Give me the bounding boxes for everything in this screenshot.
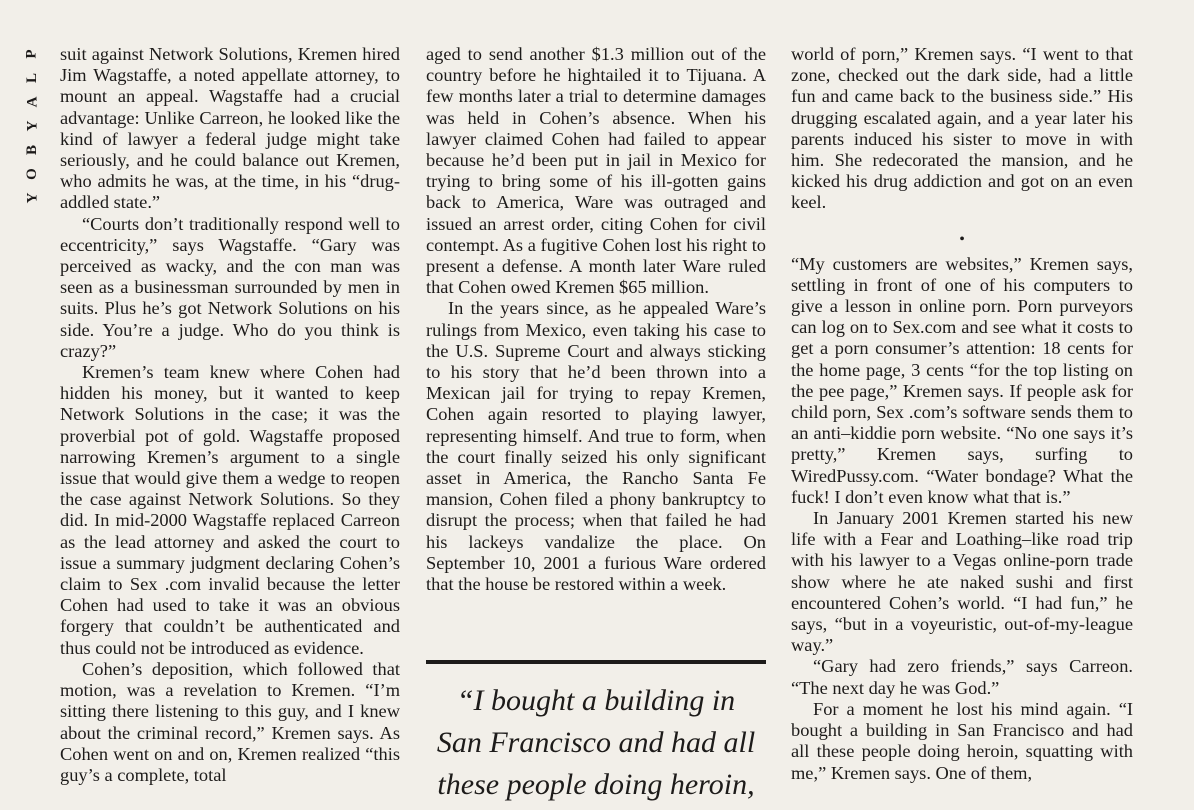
running-head-letter: Y	[24, 120, 40, 132]
paragraph: “My customers are websites,” Kremen says, settling in front of one of his computers to give a lesson in online porn. Porn purveyors can log on to Sex.com and see what it costs to get a porn consumer’s attention: 18 cents for the home page, 3 cents “for the top listing on the pee page,” Kremen says. If people ask for child porn, Sex .com’s software sends them to an anti–kiddie porn website. “No one says it’s pretty,” Kremen says, surfing to WiredPussy.com. “Water bondage? What the fuck! I don’t even know what that is.”	[791, 253, 1133, 507]
pullquote-line: “I bought a building in	[456, 684, 736, 717]
paragraph: “Courts don’t traditionally respond well to eccentricity,” says Wagstaffe. “Gary was perceived as wacky, and the con man was seen as a businessman surrounded by men in suits. Plus he’s got Network Solutions on his side. You’re a judge. Who do you think is crazy?”	[60, 213, 400, 361]
running-head	[18, 42, 46, 210]
pullquote-line: these people doing heroin,	[437, 768, 755, 801]
pullquote	[426, 680, 766, 806]
running-head-letter: B	[23, 144, 40, 156]
paragraph: For a moment he lost his mind again. “I bought a building in San Francisco and had all these people doing heroin, squatting with me,” Kremen says. One of them,	[791, 698, 1133, 783]
pullquote-rule	[426, 660, 766, 664]
paragraph: “Gary had zero friends,” says Carreon. “The next day he was God.”	[791, 656, 1133, 698]
article-column-1	[60, 44, 400, 786]
running-head-letter: P	[23, 49, 40, 59]
running-head-letter: L	[23, 72, 40, 84]
running-head-letter: A	[24, 96, 40, 108]
paragraph: Kremen’s team knew where Cohen had hidden his money, but it wanted to keep Network Solutions in the case; it was the proverbial pot of gold. Wagstaffe proposed narrowing Kremen’s argument to a single issue that would give them a wedge to reopen the case against Network Solutions. So they did. In mid-2000 Wagstaffe replaced Carreon as the lead attorney and asked the court to issue a summary judgment declaring Cohen’s claim to Sex .com invalid because the letter Cohen had used to take it was an obvious forgery that couldn’t be authenticated and thus could not be introduced as evidence.	[60, 362, 400, 658]
paragraph: In January 2001 Kremen started his new life with a Fear and Loathing–like road trip with his lawyer to a Vegas online-porn trade show where he ate naked sushi and first encountered Cohen’s world. “I had fun,” he says, “but in a voyeuristic, out-of-my-league way.”	[791, 508, 1133, 656]
article-column-2	[426, 44, 766, 595]
paragraph: aged to send another $1.3 million out of the country before he hightailed it to Tijuana. A few months later a trial to determine damages was held in Cohen’s absence. When his lawyer claimed Cohen had failed to appear because he’d been put in jail in Mexico for trying to bring some of his ill-gotten gains back to America, Ware was outraged and issued an arrest order, citing Cohen for civil contempt. As a fugitive Cohen lost his right to present a defense. A month later Ware ruled that Cohen owed Kremen $65 million.	[426, 44, 766, 298]
article-column-3	[791, 44, 1133, 784]
running-head-letter: Y	[24, 192, 40, 204]
running-head-letter: O	[23, 168, 40, 180]
paragraph: suit against Network Solutions, Kremen hired Jim Wagstaffe, a noted appellate attorney, to mount an appeal. Wagstaffe had a crucial advantage: Unlike Carreon, he looked like the kind of lawyer a federal judge might take seriously, and he could balance out Kremen, who admits he was, at the time, in his “drug-addled state.”	[60, 44, 400, 213]
paragraph: In the years since, as he appealed Ware’s rulings from Mexico, even taking his case to the U.S. Supreme Court and always sticking to his story that he’d been thrown into a Mexican jail for trying to repay Kremen, Cohen again resorted to playing lawyer, representing himself. And true to form, when the court finally seized his only significant asset in America, the Rancho Santa Fe mansion, Cohen filed a phony bankruptcy to disrupt the process; when that failed he had his lackeys vandalize the place. On September 10, 2001 a furious Ware ordered that the house be restored within a week.	[426, 298, 766, 595]
section-break-bullet: •	[959, 230, 965, 248]
pullquote-line: San Francisco and had all	[436, 726, 756, 759]
paragraph: Cohen’s deposition, which followed that motion, was a revelation to Kremen. “I’m sitting there listening to this guy, and I knew about the criminal record,” Kremen says. As Cohen went on and on, Kremen realized “this guy’s a complete, total	[60, 658, 400, 785]
paragraph: world of porn,” Kremen says. “I went to that zone, checked out the dark side, had a little fun and came back to the business side.” His drugging escalated again, and a year later his parents induced his sister to move in with him. She redecorated the mansion, and he kicked his drug addiction and got on an even keel.	[791, 44, 1133, 213]
